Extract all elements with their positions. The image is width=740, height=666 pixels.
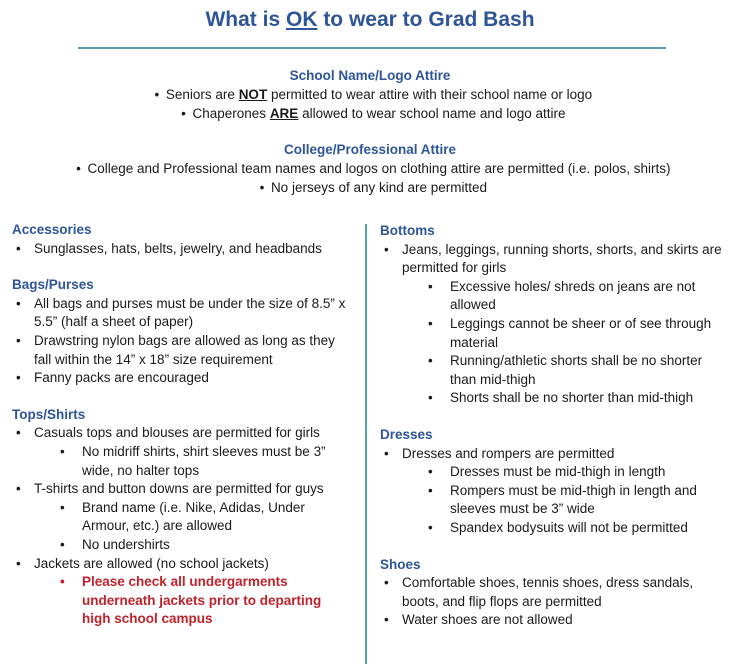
list-item: • Comfortable shoes, tennis shoes, dress sandals, boots, and flip flops are permitted [380,574,725,611]
list-item: • Casuals tops and blouses are permitted for girls [12,424,352,443]
list-subitem: • Dresses must be mid-thigh in length [380,463,725,482]
list-item: • Water shoes are not allowed [380,611,725,630]
list-subitem: • Brand name (i.e. Nike, Adidas, Under Armour, etc.) are allowed [12,499,352,536]
page-title: What is OK to wear to Grad Bash [205,8,535,31]
section-heading: School Name/Logo Attire [289,68,451,83]
left-column [12,221,352,629]
ok-emphasis: OK [285,8,318,31]
list-subitem: • No undershirts [12,536,352,555]
list-subitem: • No midriff shirts, shirt sleeves must be 3” wide, no halter tops [12,443,352,480]
list-item: • Jeans, leggings, running shorts, shorts, and skirts are permitted for girls [380,241,725,278]
section-heading: Accessories [12,222,92,237]
list-item: • All bags and purses must be under the size of 8.5” x 5.5” (half a sheet of paper) [12,295,352,332]
school-logo-section [0,68,740,123]
list-subitem: • Rompers must be mid-thigh in length and sleeves must be 3” wide [380,482,725,519]
section-heading: Dresses [380,426,433,442]
title-divider [78,47,666,49]
list-subitem: • Spandex bodysuits will not be permitted [380,519,725,538]
bullet-item: • Seniors are NOT permitted to wear attire with their school name or logo [154,87,593,102]
bullet-item: • Chaperones ARE allowed to wear school name and logo attire [181,106,566,121]
bullet-item: • College and Professional team names and logos on clothing attire are permitted (i.e. polos, shirts) [76,161,671,176]
section-heading: Tops/Shirts [12,406,86,422]
list-item: • Drawstring nylon bags are allowed as long as they fall within the 14” x 18” size requirement [12,332,352,369]
list-item: • Jackets are allowed (no school jackets) [12,555,352,574]
list-item: • Sunglasses, hats, belts, jewelry, and headbands [12,240,352,259]
list-item: • Dresses and rompers are permitted [380,445,725,464]
warning-subitem: • Please check all undergarments underneath jackets prior to departing high school campus [12,573,352,629]
right-column [380,222,725,630]
list-subitem: • Leggings cannot be sheer or of see through material [380,315,725,352]
section-heading: Bags/Purses [12,277,94,293]
college-section [0,142,740,197]
list-subitem: • Running/athletic shorts shall be no shorter than mid-thigh [380,352,725,389]
bullet-item: • No jerseys of any kind are permitted [259,180,488,195]
section-heading: Bottoms [380,223,435,238]
list-item: • Fanny packs are encouraged [12,369,352,388]
list-item: • T-shirts and button downs are permitted for guys [12,480,352,499]
section-heading: College/Professional Attire [283,142,457,157]
list-subitem: • Excessive holes/ shreds on jeans are not allowed [380,278,725,315]
column-divider [365,224,367,664]
section-heading: Shoes [380,556,421,572]
list-subitem: • Shorts shall be no shorter than mid-thigh [380,389,725,408]
